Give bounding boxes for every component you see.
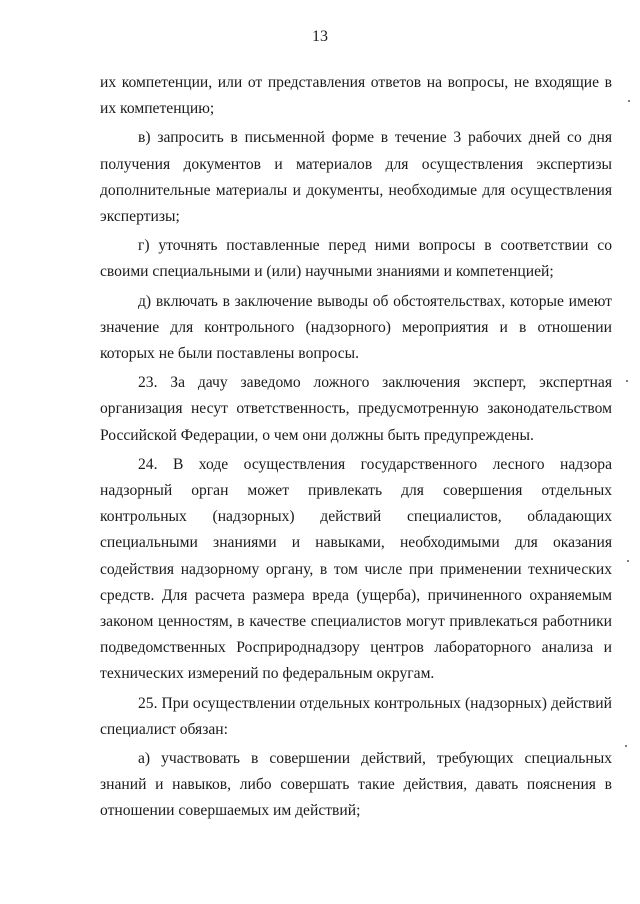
paragraph-6: 24. В ходе осуществления государственного лесного надзора надзорный орган может привлекать для совершения отдельных контрольных (надзорных) действий специалистов, обладающих специальными знаниями и навыками, необходимыми для оказания содействия надзорному органу, в том числе при применении технических средств. Для расчета размера вреда (ущерба), причиненного охраняемым законом ценностям, в качестве специалистов могут привлекаться работники подведомственных Росприроднадзору центров лабораторного анализа и технических измерений по федеральным округам. (100, 455, 612, 683)
document-body (100, 70, 612, 828)
paragraph-1: их компетенции, или от представления ответов на вопросы, не входящие в их компетенцию; (100, 74, 612, 118)
paragraph-4: д) включать в заключение выводы об обстоятельствах, которые имеют значение для контрольного (надзорного) мероприятия и в отношении которых не были поставлены вопросы. (100, 292, 612, 363)
paragraph-8: а) участвовать в совершении действий, требующих специальных знаний и навыков, либо совершать такие действия, давать пояснения в отношении совершаемых им действий; (100, 750, 612, 820)
paragraph-7: 25. При осуществлении отдельных контрольных (надзорных) действий специалист обязан: (100, 694, 612, 738)
paragraph-5: 23. За дачу заведомо ложного заключения эксперт, экспертная организация несут ответственность, предусмотренную законодательством Российской Федерации, о чем они должны быть предупреждены. (100, 374, 612, 444)
scan-speck (625, 745, 627, 747)
scan-speck (627, 560, 629, 562)
paragraph-3: г) уточнять поставленные перед ними вопросы в соответствии со своими специальными и (или) научными знаниями и компетенцией; (100, 237, 612, 281)
scan-speck (626, 380, 628, 382)
page-number: 13 (312, 28, 328, 45)
paragraph-2: в) запросить в письменной форме в течение 3 рабочих дней со дня получения документов и материалов для осуществления экспертизы дополнительные материалы и документы, необходимые для осуществления экспертизы; (100, 129, 612, 226)
scan-speck (628, 100, 630, 102)
